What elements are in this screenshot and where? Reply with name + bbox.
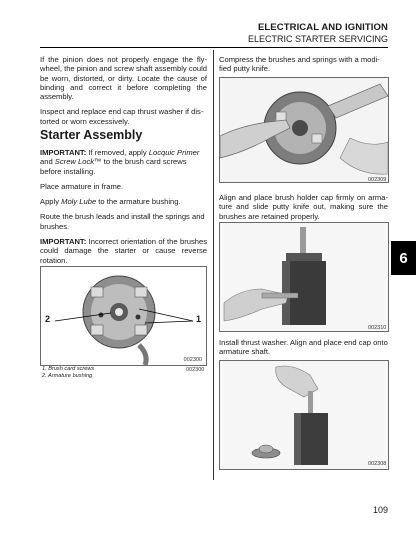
putty-knife-illustration — [220, 78, 389, 183]
brush-holder-illustration — [220, 223, 389, 332]
step-text: to the armature bushing. — [98, 197, 181, 207]
important-note-1 — [40, 148, 207, 176]
paragraph-pinion: If the pinion does not properly engage the flywheel, the pinion and screw shaft assembly could be worn, distorted, or dirty. Locate the cause of binding and correct it before completing the assembly. — [40, 55, 207, 102]
figure-number-2: 002310 — [368, 325, 387, 331]
chapter-title: ELECTRICAL AND IGNITION — [257, 22, 388, 33]
column-divider — [213, 50, 214, 480]
figure-putty-knife — [219, 77, 389, 183]
brush-card-illustration — [41, 267, 207, 366]
figure-end-cap — [219, 360, 389, 470]
right-column-step-1 — [219, 55, 388, 80]
paragraph-thrust-washer: Inspect and replace end cap thrust washer if distorted or worn excessively. — [40, 107, 204, 126]
header-rule — [40, 47, 388, 48]
figure-brush-card — [40, 266, 207, 366]
paragraph-place-armature: Place armature in frame. — [40, 181, 124, 191]
product-name: Screw Lock™ — [54, 157, 102, 167]
paragraph-thrust-washer: Install thrust washer. Align and place end cap onto armature shaft. — [219, 338, 388, 357]
figure-number-caption: 002300 — [186, 367, 205, 373]
section-heading: Starter Assembly — [40, 128, 143, 142]
left-column-intro — [40, 55, 207, 132]
figure-brush-holder — [219, 222, 389, 332]
section-subtitle: ELECTRIC STARTER SERVICING — [247, 34, 388, 44]
note-text: to the brush card screws before installing. — [40, 157, 187, 176]
callout-2: 2 — [45, 314, 51, 324]
right-column-step-3 — [219, 338, 388, 363]
end-cap-illustration — [220, 361, 389, 470]
page-number: 109 — [372, 505, 388, 515]
product-name: Locquic Primer — [148, 148, 200, 157]
legend-item-1: 1. Brush card screws — [42, 366, 95, 372]
legend-item-2: 2. Armature bushing — [42, 373, 93, 379]
note-text: If removed, apply — [88, 148, 147, 157]
paragraph-compress-brushes: Compress the brushes and springs with a modified putty knife. — [219, 55, 380, 74]
figure-number: 002300 — [183, 357, 202, 363]
note-text: and — [40, 157, 53, 167]
chapter-tab: 6 — [391, 241, 416, 275]
note-text: Incorrect orientation of the brushes could damage the starter or cause reverse rotation. — [40, 237, 207, 265]
paragraph-route-leads: Route the brush leads and install the springs and brushes. — [40, 212, 205, 231]
important-label: IMPORTANT: — [40, 148, 87, 157]
figure-number-1: 002309 — [368, 177, 387, 183]
important-label: IMPORTANT: — [40, 237, 87, 247]
product-name: Moly Lube — [61, 197, 97, 207]
callout-1: 1 — [196, 314, 202, 324]
left-column-steps — [40, 148, 207, 271]
paragraph-brush-holder-cap: Align and place brush holder cap firmly on armature and slide putty knife out, making sure the brushes are retained properly. — [219, 193, 388, 221]
important-note-2 — [40, 237, 207, 265]
figure-legend — [42, 366, 94, 380]
step-text: Apply — [40, 197, 59, 207]
figure-number-3: 002308 — [368, 461, 387, 467]
paragraph-moly-lube — [40, 197, 207, 206]
